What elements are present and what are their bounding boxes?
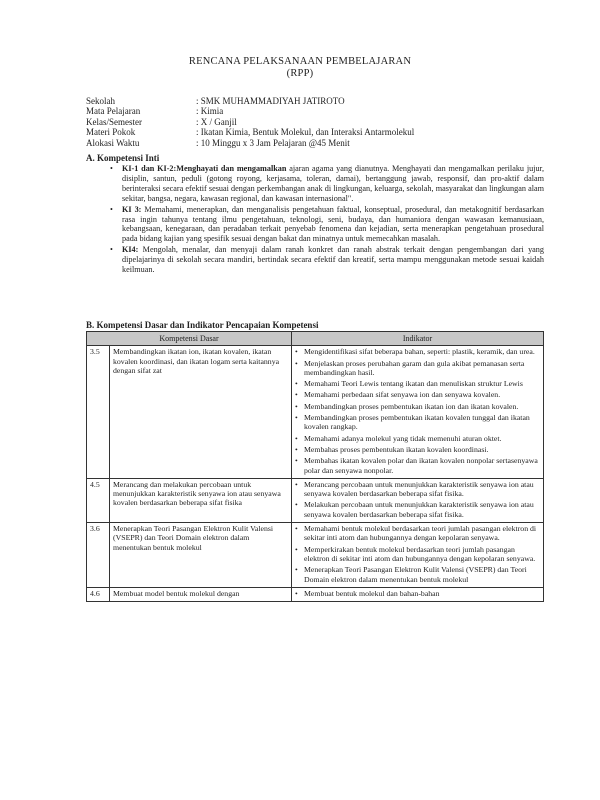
list-item [112,164,544,204]
section-a-heading: A. Kompetensi Inti [86,153,160,163]
table-header-row [87,332,544,346]
meta-row [86,117,414,127]
bullet-icon: • [295,433,298,443]
indicator-text: Menjelaskan proses perubahan garam dan gula akibat pemanasan serta membandingkan hasil. [304,358,525,377]
meta-label: Alokasi Waktu [86,137,140,148]
indicator-text: Memahami perbedaan sifat senyawa ion dan senyawa kovalen. [304,390,501,400]
meta-value: : Kimia [196,106,224,117]
competency-table [86,331,544,602]
list-item [295,413,540,432]
indicator-text: Memahami Teori Lewis tentang ikatan dan menuliskan struktur Lewis [304,379,523,389]
meta-label: Mata Pelajaran [86,106,141,117]
indicator-text: Menerapkan Teori Pasangan Elektron Kulit Valensi (VSEPR) dan Teori Domain elektron dalam menentukan bentuk molekul [304,565,527,584]
list-item [295,434,540,443]
table-row [87,587,544,601]
list-item [295,545,540,564]
bullet-icon: • [295,379,298,389]
bullet-icon: • [295,588,298,598]
section-b-heading: B. Kompetensi Dasar dan Indikator Pencapaian Kompetensi [86,320,319,330]
meta-value: : 10 Minggu x 3 Jam Pelajaran @45 Menit [196,137,350,148]
bullet-icon: • [295,444,298,454]
list-item [295,359,540,378]
bullet-icon: • [295,413,298,423]
indicator-text: Mengidentifikasi sifat beberapa bahan, seperti: plastik, keramik, dan urea. [304,347,535,357]
title-line-1: RENCANA PELAKSANAAN PEMBELAJARAN [188,56,412,67]
bullet-icon: • [295,401,298,411]
list-item [295,390,540,399]
bullet-icon: • [295,544,298,554]
list-item [295,565,540,584]
column-header-kd: Kompetensi Dasar [87,332,292,346]
list-item [295,589,540,598]
bullet-icon: • [295,524,298,534]
kd-number: 4.6 [87,587,110,601]
bullet-icon: • [110,245,113,255]
bullet-icon: • [295,500,298,510]
kd-text: Membandingkan ikatan ion, ikatan kovalen, ikatan kovalen koordinasi, dan ikatan logam serta kaitannya dengan sifat zat [110,346,292,479]
ki-label: KI-1 dan KI-2:Menghayati dan mengamalkan [122,164,287,173]
list-item [295,500,540,519]
indicator-cell [292,587,544,601]
indicator-text: Membuat bentuk molekul dan bahan-bahan [304,588,440,598]
meta-row [86,127,414,137]
list-item [112,245,544,275]
list-item [295,480,540,499]
meta-row [86,96,414,106]
indicator-text: Memperkirakan bentuk molekul berdasarkan teori jumlah pasangan elektron di sekitar inti atom dan hubungannya dengan kepolaran senyawa. [304,544,536,563]
indicator-text: Membahas proses pembentukan ikatan kovalen koordinasi. [304,444,489,454]
kd-number: 3.6 [87,523,110,588]
kd-text: Membuat model bentuk molekul dengan [110,587,292,601]
indicator-text: Merancang percobaan untuk menunjukkan karakteristik senyawa ion atau senyawa kovalen berdasarkan beberapa sifat fisika. [304,479,534,499]
indicator-text: Membandingkan proses pembentukan ikatan ion dan ikatan kovalen. [304,401,519,411]
meta-value: : Ikatan Kimia, Bentuk Molekul, dan Interaksi Antarmolekul [196,127,415,138]
bullet-icon: • [295,347,298,357]
indicator-text: Melakukan percobaan untuk menunjukkan karakteristik senyawa ion atau senyawa kovalen berdasarkan beberapa sifat fisika. [304,500,534,519]
list-item [295,347,540,356]
list-item [295,456,540,475]
indicator-text: Membahas ikatan kovalen polar dan ikatan kovalen nonpolar sertasenyawa polar dan senyawa nonpolar. [304,456,538,475]
bullet-icon: • [295,390,298,400]
list-item [112,205,544,245]
indicator-cell [292,346,544,479]
indicator-text: Memahami adanya molekul yang tidak memenuhi aturan oktet. [304,433,502,443]
list-item [295,524,540,543]
bullet-icon: • [295,565,298,575]
column-header-indicator: Indikator [292,332,544,346]
meta-label: Sekolah [86,96,115,106]
indicator-text: Membandingkan proses pembentukan ikatan kovalen tunggal dan ikatan kovalen rangkap. [304,413,530,432]
core-competency-list [112,164,544,276]
table-row [87,523,544,588]
ki-label: KI 3: [122,204,142,214]
meta-value: : SMK MUHAMMADIYAH JATIROTO [196,96,345,106]
bullet-icon: • [110,164,113,173]
meta-label: Kelas/Semester [86,116,142,127]
ki-label: KI4: [122,245,139,255]
indicator-text: Memahami bentuk molekul berdasarkan teori jumlah pasangan elektron di sekitar inti atom dan hubungannya dengan kepolaran senyawa. [304,524,537,543]
bullet-icon: • [295,479,298,489]
meta-row [86,106,414,116]
table-row [87,478,544,522]
kd-number: 3.5 [87,346,110,479]
title-line-2: (RPP) [286,68,314,79]
meta-label: Materi Pokok [86,127,136,138]
ki-text: ajaran agama yang dianutnya. Menghayati dan mengamalkan perilaku jujur, disiplin, santun, peduli (gotong royong, kerjasama, toleran, damai), bertanggung jawab, responsif, dan pro-aktif dalam berinteraksi secara efektif sesuai dengan perkembangan anak di lingkungan, keluarga, sekolah, masyarakat dan lingkungan alam sekitar, bangsa, negara, kawasan regional, dan kawasan internasional". [122,164,544,203]
ki-text: Memahami, menerapkan, dan menganalisis pengetahuan faktual, konseptual, prosedural, dan metakognitif berdasarkan rasa ingin tahunya tentang ilmu pengetahuan, teknologi, seni, budaya, dan humaniora dengan wawasan kemanusiaan, kebangsaan, kenegaraan, dan peradaban terkait penyebab fenomena dan kejadian, serta menerapkan pengetahuan prosedural pada bidang kajian yang spesifik sesuai dengan bakat dan minatnya untuk memecahkan masalah. [122,204,544,244]
kd-text: Merancang dan melakukan percobaan untuk menunjukkan karakteristik senyawa ion atau senyawa kovalen berdasarkan beberapa sifat fisika [110,478,292,522]
kd-text: Menerapkan Teori Pasangan Elektron Kulit Valensi (VSEPR) dan Teori Domain elektron dalam menentukan bentuk molekul [110,523,292,588]
bullet-icon: • [295,456,298,466]
identity-block [86,96,414,148]
meta-row [86,138,414,148]
bullet-icon: • [110,204,113,214]
table-body [87,346,544,602]
table-row [87,346,544,479]
list-item [295,402,540,411]
bullet-icon: • [295,358,298,368]
list-item [295,379,540,388]
indicator-cell [292,478,544,522]
meta-value: : X / Ganjil [196,116,237,127]
indicator-cell [292,523,544,588]
ki-text: Mengolah, menalar, dan menyaji dalam ranah konkret dan ranah abstrak terkait dengan pengembangan dari yang dipelajarinya di sekolah secara mandiri, bertindak secara efektif dan kreatif, serta mampu menggunakan metode sesuai kaidah keilmuan. [122,245,544,275]
list-item [295,445,540,454]
document-title [0,56,600,80]
kd-number: 4.5 [87,478,110,522]
